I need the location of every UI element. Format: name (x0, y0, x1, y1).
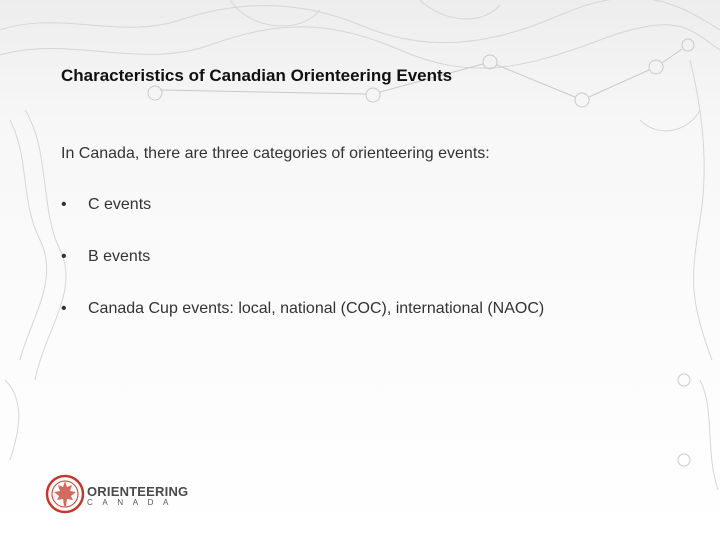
list-item-text: Canada Cup events: local, national (COC), international (NAOC) (88, 300, 545, 317)
bullet-marker: • (61, 196, 67, 213)
bullet-marker: • (61, 248, 67, 265)
list-item-text: B events (88, 248, 151, 265)
logo-subtitle: CANADA (87, 498, 178, 507)
list-item-text: C events (88, 196, 152, 213)
slide-title: Characteristics of Canadian Orienteering Events (61, 66, 453, 85)
orienteering-canada-logo (45, 470, 189, 516)
bullet-marker: • (61, 300, 67, 317)
maple-leaf-compass-icon (45, 470, 85, 516)
intro-text: In Canada, there are three categories of orienteering events: (61, 145, 490, 162)
logo-wordmark: ORIENTEERING (87, 484, 189, 499)
